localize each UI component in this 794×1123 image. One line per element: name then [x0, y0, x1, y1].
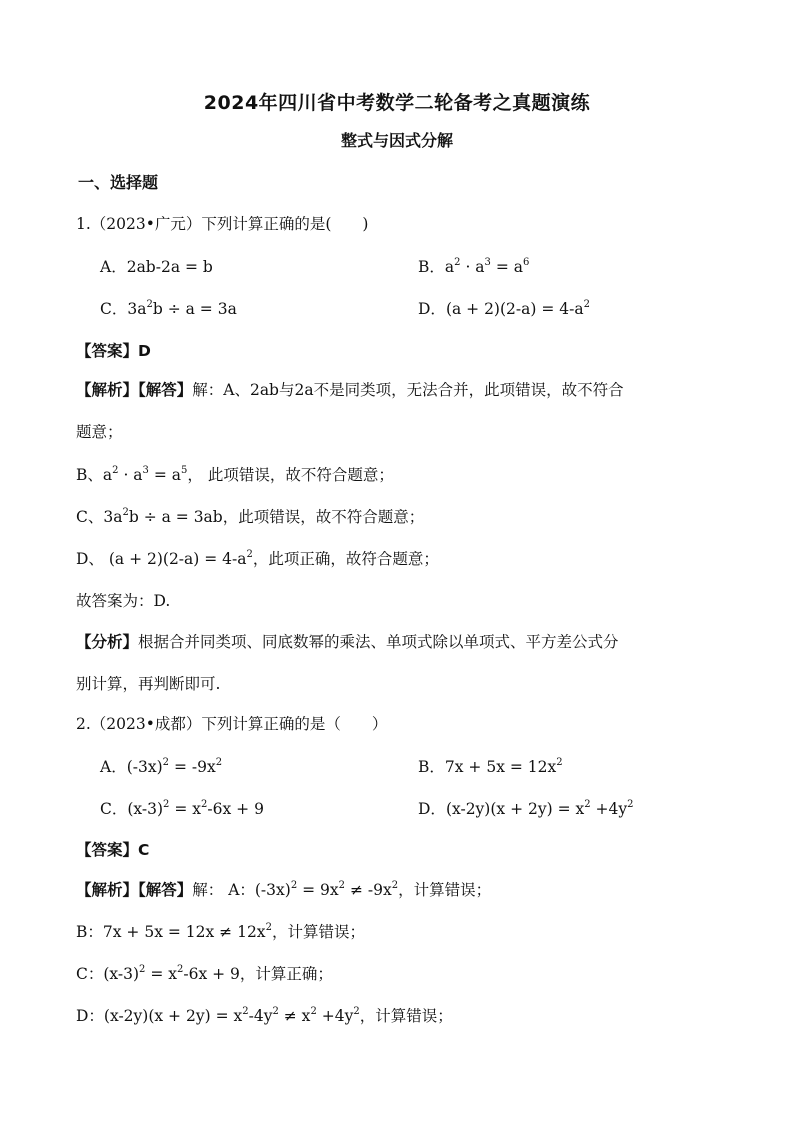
document-title: 2024年四川省中考数学二轮备考之真题演练	[203, 92, 591, 114]
q1-analysis-line-3: B、$a^2 \cdot a^3 = a^5$， 此项错误，故不符合题意；	[76, 465, 394, 484]
q2-option-a: A．$(-3x)^2 = -9x^2$	[100, 757, 223, 776]
q1-option-c: C．$3a^2b \div a = 3a$	[100, 299, 237, 318]
q2-stem: 2.（2023•成都）下列计算正确的是（ ）	[76, 715, 388, 733]
q1-fenxi-line-2: 别计算，再判断即可.	[76, 675, 221, 693]
q1-analysis-line-6: 故答案为：D.	[76, 592, 171, 610]
q1-analysis-line-4: C、$3a^2b \div a = 3ab$，此项错误，故不符合题意；	[76, 507, 425, 526]
document-subtitle: 整式与因式分解	[340, 131, 453, 150]
q1-answer: 【答案】D	[76, 342, 151, 360]
q1-option-b: B．$a^2 \cdot a^3 = a^6$	[418, 257, 530, 276]
q1-fenxi-line-1: 【分析】根据合并同类项、同底数幂的乘法、单项式除以单项式、平方差公式分	[76, 633, 619, 651]
q1-stem: 1.（2023•广元）下列计算正确的是( )	[76, 215, 369, 233]
q1-analysis-line-5: D、 $(a + 2)(2-a) = 4-a^2$，此项正确，故符合题意；	[76, 549, 439, 568]
q2-option-c: C．$(x-3)^2 = x^2-6x + 9$	[100, 799, 264, 818]
q2-analysis-line-2: B：$7x + 5x = 12x \ne 12x^2$，计算错误；	[76, 922, 365, 941]
q2-analysis-line-1: 【解析】【解答】解： A：$(-3x)^2 = 9x^2 \ne -9x^2$，计算错误；	[76, 880, 492, 899]
q2-analysis-line-3: C：$(x-3)^2 = x^2-6x + 9$，计算正确；	[76, 964, 333, 983]
q2-option-d: D．$(x-2y)(x + 2y) = x^2 +4y^2$	[418, 799, 634, 818]
q2-analysis-line-4: D：$(x-2y)(x + 2y) = x^2-4y^2 \ne x^2 +4y^2$，计算错误；	[76, 1006, 453, 1025]
q1-option-d: D．$(a + 2)(2-a) = 4-a^2$	[418, 299, 590, 318]
q2-option-b: B．$7x + 5x = 12x^2$	[418, 757, 563, 776]
section-heading: 一、选择题	[78, 173, 159, 192]
q1-option-a: A．2ab-2a = b	[100, 258, 213, 276]
q2-answer: 【答案】C	[76, 841, 150, 859]
q1-analysis-line-2: 题意；	[76, 423, 123, 441]
q1-analysis-line-1: 【解析】【解答】解：A、2ab与2a不是同类项，无法合并，此项错误，故不符合	[76, 381, 624, 399]
